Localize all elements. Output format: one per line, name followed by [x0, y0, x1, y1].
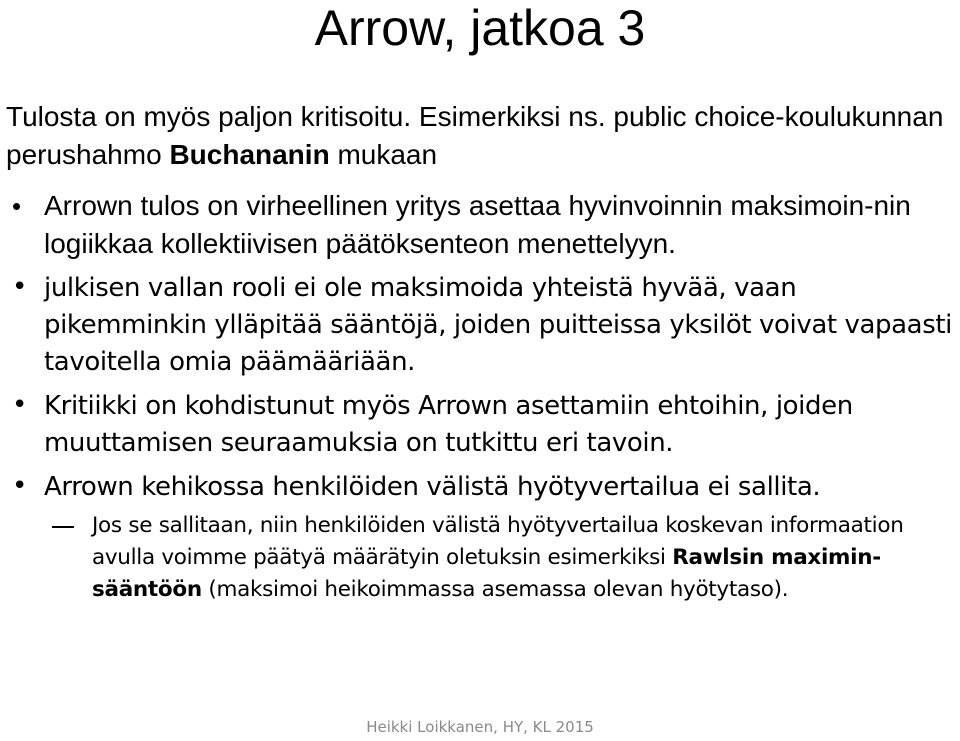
intro-paragraph — [6, 98, 951, 174]
intro-text-before: Tulosta on myös paljon kritisoitu. Esimerkiksi ns. public choice-koulukunnan perushahmo — [6, 101, 944, 170]
intro-bold-name: Buchananin — [169, 139, 330, 170]
bullet-icon: • — [12, 471, 27, 501]
bullet-text: Arrown tulos on virheellinen yritys asettaa hyvinvoinnin maksimoin-nin logiikkaa kollektiivisen päätöksenteon menettelyyn. — [44, 190, 911, 259]
bullet-icon: • — [12, 390, 27, 420]
sub-bold-term: Rawlsin maximin-sääntöön — [92, 545, 881, 602]
bullet-list — [0, 187, 960, 606]
bullet-icon: • — [12, 191, 22, 221]
dash-icon — [52, 526, 74, 528]
footer: Heikki Loikkanen, HY, KL 2015 — [366, 718, 594, 736]
slide-title: Arrow, jatkoa 3 — [314, 0, 646, 56]
sub-bullet-item — [0, 510, 942, 606]
bullet-text: julkisen vallan rooli ei ole maksimoida yhteistä hyvää, vaan pikemminkin ylläpitää sääntöjä, joiden puitteissa yksilöt voivat vapaasti tavoitella omia päämääriään. — [44, 273, 952, 377]
intro-text-after: mukaan — [329, 139, 438, 170]
bullet-item — [0, 187, 954, 263]
bullet-text: Kritiikki on kohdistunut myös Arrown asettamiin ehtoihin, joiden muuttamisen seuraamuksia on tutkittu eri tavoin. — [44, 391, 853, 458]
bullet-item — [0, 270, 954, 381]
bullet-item — [0, 469, 954, 506]
bullet-text: Arrown kehikossa henkilöiden välistä hyötyvertailua ei sallita. — [44, 472, 821, 502]
bullet-icon: • — [12, 272, 27, 302]
bullet-item — [0, 388, 954, 462]
sub-text-before: Jos se sallitaan, niin henkilöiden välistä hyötyvertailua koskevan informaation avulla voimme päätyä määrätyin oletuksin esimerkiksi — [92, 513, 904, 570]
sub-text-after: (maksimoi heikoimmassa asemassa olevan hyötytaso). — [201, 577, 789, 602]
